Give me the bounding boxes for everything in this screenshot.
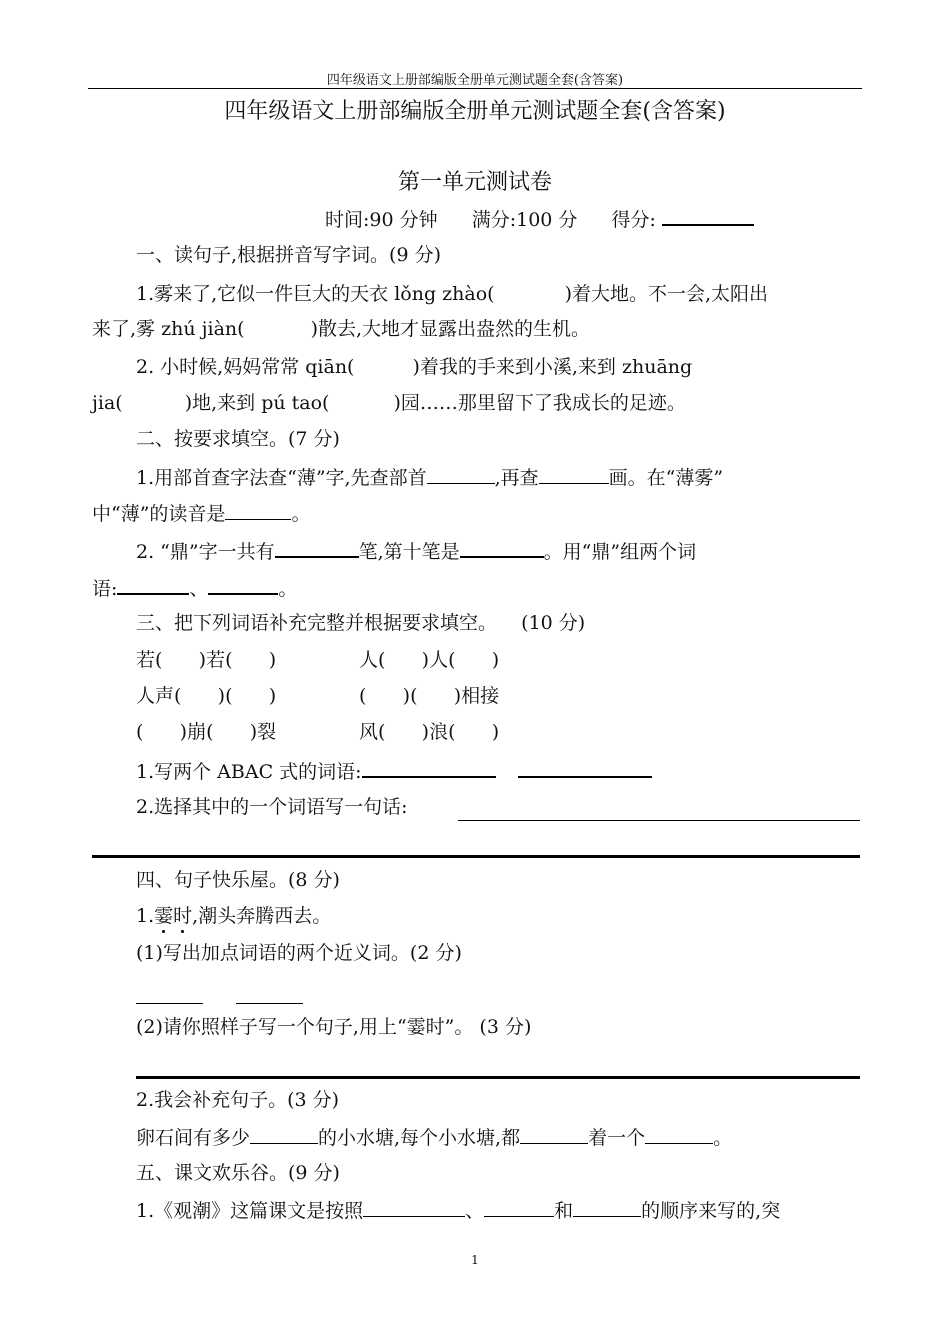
s4-q2-text-c: 着一个 bbox=[588, 1127, 646, 1149]
s3-q1-line bbox=[136, 758, 652, 784]
section-5-heading: 五、课文欢乐谷。(9 分) bbox=[136, 1162, 340, 1184]
s3-sentence-line-2[interactable] bbox=[92, 855, 860, 858]
s2-q2-text-e: 、 bbox=[189, 578, 209, 600]
s1-q2-text-c: jia( bbox=[92, 392, 123, 414]
s4-q1-number: 1. bbox=[136, 905, 155, 927]
s2-q2-line2 bbox=[92, 575, 297, 601]
s4-q1-sentence bbox=[136, 904, 331, 928]
score-blank[interactable] bbox=[662, 206, 754, 226]
s1-q2-text-b: )着我的手来到小溪,来到 zhuāng bbox=[412, 356, 693, 378]
s4-synonym-blank-2[interactable] bbox=[236, 1003, 303, 1004]
s3-q2-text: 2.选择其中的一个词语写一句话: bbox=[136, 796, 408, 818]
s2-q1-text-e: 。 bbox=[291, 503, 311, 525]
header-rule bbox=[88, 88, 862, 89]
running-header: 四年级语文上册部编版全册单元测试题全套(含答案) bbox=[326, 73, 624, 88]
s5-q1-text-b: 、 bbox=[465, 1200, 485, 1222]
s4-q2-sentence bbox=[136, 1125, 732, 1150]
s4-q1-2-text: (2)请你照样子写一个句子,用上“霎时”。 (3 分) bbox=[136, 1016, 532, 1038]
s3-idiom-3[interactable]: 人声( )( ) bbox=[136, 685, 277, 707]
s3-sentence-line-1[interactable] bbox=[458, 820, 860, 821]
s3-idiom-1[interactable]: 若( )若( ) bbox=[136, 649, 277, 671]
s3-abac-blank-2[interactable] bbox=[518, 758, 652, 778]
section-4-heading: 四、句子快乐屋。(8 分) bbox=[136, 869, 340, 891]
meta-time: 时间:90 分钟 bbox=[325, 209, 438, 231]
s5-order-blank-3[interactable] bbox=[573, 1198, 641, 1217]
s3-q1-text: 1.写两个 ABAC 式的词语: bbox=[136, 761, 362, 783]
meta-line bbox=[325, 206, 754, 232]
s3-idiom-4[interactable]: ( )( )相接 bbox=[359, 685, 500, 707]
s5-q1-text-a: 1.《观潮》这篇课文是按照 bbox=[136, 1200, 364, 1222]
emphasis-dot-2 bbox=[181, 930, 184, 933]
s2-q2-text-c: 。用“鼎”组两个词 bbox=[543, 541, 697, 563]
section-2-heading: 二、按要求填空。(7 分) bbox=[136, 428, 340, 450]
s4-q1-1-text: (1)写出加点词语的两个近义词。(2 分) bbox=[136, 942, 462, 964]
s2-word-blank-1[interactable] bbox=[117, 575, 189, 595]
s1-q2-text-a: 2. 小时候,妈妈常常 qiān( bbox=[136, 356, 355, 378]
s3-abac-blank-1[interactable] bbox=[362, 758, 496, 778]
s5-q1-text-d: 的顺序来写的,突 bbox=[641, 1200, 781, 1222]
s2-q2-line1 bbox=[136, 538, 696, 564]
s4-q2-text-b: 的小水塘,每个小水塘,都 bbox=[318, 1127, 521, 1149]
s2-radical-blank[interactable] bbox=[427, 465, 495, 484]
s2-q1-line2 bbox=[92, 501, 310, 526]
s2-q2-text-f: 。 bbox=[278, 578, 298, 600]
s4-sentence-write-line[interactable] bbox=[136, 1076, 860, 1079]
s1-q2-text-e: )园……那里留下了我成长的足迹。 bbox=[393, 392, 686, 414]
s1-q1-line2 bbox=[92, 317, 590, 341]
s4-q2-text: 2.我会补充句子。(3 分) bbox=[136, 1089, 340, 1111]
s1-q2-line1 bbox=[136, 355, 692, 379]
s3-idiom-5[interactable]: ( )崩( )裂 bbox=[136, 721, 277, 743]
meta-score-label: 得分: bbox=[611, 209, 656, 231]
s2-q2-text-d: 语: bbox=[92, 578, 118, 600]
s4-q1-rest: ,潮头奔腾西去。 bbox=[192, 905, 332, 927]
s2-stroke-count-blank[interactable] bbox=[275, 538, 359, 558]
s4-q2-text-a: 卵石间有多少 bbox=[136, 1127, 251, 1149]
s1-q1-text-b: )着大地。不一会,太阳出 bbox=[564, 283, 769, 305]
emphasis-dot-1 bbox=[162, 930, 165, 933]
s1-q2-line2 bbox=[92, 391, 686, 415]
section-3-heading: 三、把下列词语补充完整并根据要求填空。 (10 分) bbox=[136, 612, 586, 634]
s2-q1-line1 bbox=[136, 465, 723, 490]
s2-q2-text-a: 2. “鼎”字一共有 bbox=[136, 541, 275, 563]
s2-q1-text-a: 1.用部首查字法查“薄”字,先查部首 bbox=[136, 467, 427, 489]
s2-q1-text-c: 画。在“薄雾” bbox=[608, 467, 724, 489]
s5-q1-text-c: 和 bbox=[554, 1200, 574, 1222]
s4-fill-blank-3[interactable] bbox=[645, 1125, 713, 1144]
s2-q1-text-d: 中“薄”的读音是 bbox=[92, 503, 226, 525]
section-1-heading: 一、读句子,根据拼音写字词。(9 分) bbox=[136, 244, 441, 266]
s2-q1-text-b: ,再查 bbox=[494, 467, 539, 489]
s2-strokes-blank[interactable] bbox=[539, 465, 609, 484]
s1-q1-line1 bbox=[136, 282, 768, 306]
document-title: 四年级语文上册部编版全册单元测试题全套(含答案) bbox=[224, 99, 726, 124]
s2-pronunciation-blank[interactable] bbox=[225, 501, 291, 520]
emphasized-char-2: 时 bbox=[173, 904, 192, 928]
unit-title: 第一单元测试卷 bbox=[397, 170, 552, 195]
s4-q2-text-d: 。 bbox=[713, 1127, 733, 1149]
s3-idiom-6[interactable]: 风( )浪( ) bbox=[359, 721, 500, 743]
s4-synonym-blank-1[interactable] bbox=[136, 1003, 203, 1004]
s2-q2-text-b: 笔,第十笔是 bbox=[358, 541, 460, 563]
s5-order-blank-1[interactable] bbox=[363, 1198, 465, 1217]
s3-idiom-2[interactable]: 人( )人( ) bbox=[359, 649, 500, 671]
s1-q1-text-d: )散去,大地才显露出盎然的生机。 bbox=[310, 318, 591, 340]
s2-tenth-stroke-blank[interactable] bbox=[460, 538, 544, 558]
s1-q1-text-a: 1.雾来了,它似一件巨大的天衣 lǒng zhào( bbox=[136, 283, 495, 305]
s1-q2-text-d: )地,来到 pú tao( bbox=[184, 392, 330, 414]
s4-fill-blank-2[interactable] bbox=[520, 1125, 588, 1144]
emphasized-char-1: 霎 bbox=[154, 904, 173, 928]
s1-q1-text-c: 来了,雾 zhú jiàn( bbox=[92, 318, 245, 340]
s5-order-blank-2[interactable] bbox=[484, 1198, 554, 1217]
s4-fill-blank-1[interactable] bbox=[250, 1125, 318, 1144]
meta-full-score: 满分:100 分 bbox=[471, 209, 578, 231]
s5-q1-line bbox=[136, 1198, 780, 1223]
page-number: 1 bbox=[471, 1253, 479, 1267]
s2-word-blank-2[interactable] bbox=[208, 575, 278, 595]
